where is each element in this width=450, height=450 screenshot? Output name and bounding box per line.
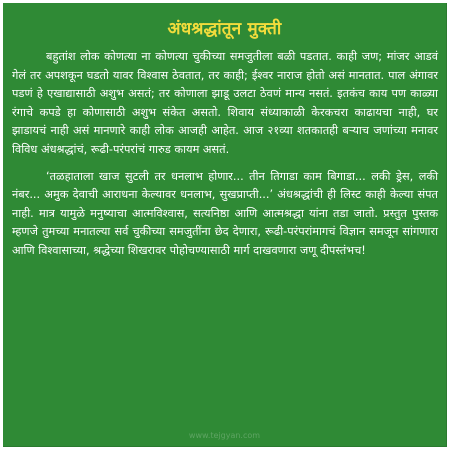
blurb-text — [12, 48, 438, 261]
paragraph-2: ‘तळहाताला खाज सुटली तर धनलाभ होणार... तीन तिगाडा काम बिगाडा... लकी ड्रेस, लकी नंबर... अमुक देवाची आराधना केल्यावर धनलाभ, सुखप्राप्ती...’ अंधश्रद्धांची ही लिस्ट काही केल्या संपत नाही. मात्र यामुळे मनुष्याचा आत्मविश्वास, सत्यनिष्ठा आणि आत्मश्रद्धा यांना तडा जातो. प्रस्तुत पुस्तक म्हणजे तुमच्या मनातल्या सर्व चुकीच्या समजुतींना छेद देणारा, रूढी-परंपरांमागचं विज्ञान समजून सांगणारा आणि विश्वासाच्या, श्रद्धेच्या शिखरावर पोहोचण्यासाठी मार्ग दाखवणारा जणू दीपस्तंभच! — [12, 169, 438, 257]
back-cover-panel — [3, 3, 447, 447]
page-title: अंधश्रद्धांतून मुक्ती — [167, 19, 282, 39]
watermark: www.tejgyan.com — [188, 431, 261, 440]
paragraph-1: बहुतांश लोक कोणत्या ना कोणत्या चुकीच्या समजुतीला बळी पडतात. काही जण; मांजर आडवं गेलं तर अपशकून घडतो यावर विश्वास ठेवतात, तर काही; ईश्वर नाराज होतो असं मानतात. पाल अंगावर पडणं हे एखाद्यासाठी अशुभ असतं; तर कोणाला झाडू उलटा ठेवणं मान्य नसतं. इतकंच काय पण काळ्या रंगाचे कपडे हा कोणासाठी अशुभ संकेत असतो. शिवाय संध्याकाळी केरकचरा काढायचा नाही, घर झाडायचं नाही असं मानणारे काही लोक आजही आहेत. आज २१व्या शतकातही बऱ्याच जणांच्या मनावर विविध अंधश्रद्धांचं, रूढी-परंपरांचं गारुड कायम असतं. — [12, 50, 438, 156]
